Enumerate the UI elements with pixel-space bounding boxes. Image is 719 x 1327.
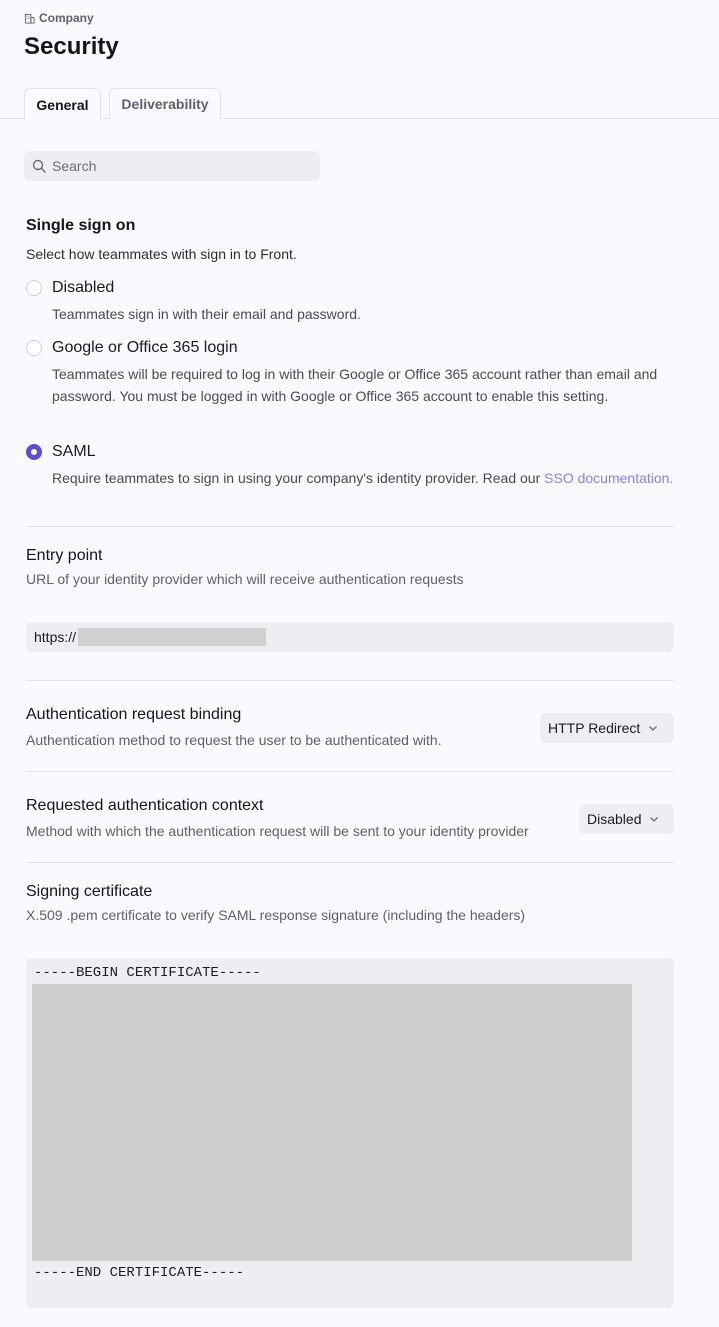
auth-context-desc: Method with which the authentication request will be sent to your identity provider xyxy=(26,823,529,839)
radio-desc-saml xyxy=(52,467,677,489)
auth-context-value: Disabled xyxy=(587,811,642,827)
tab-bar xyxy=(0,88,719,119)
divider xyxy=(26,680,674,681)
tab-general[interactable]: General xyxy=(24,88,101,120)
radio-disabled[interactable] xyxy=(26,280,42,296)
chevron-down-icon xyxy=(649,814,659,824)
radio-label-saml[interactable]: SAML xyxy=(52,443,96,460)
certificate-textarea[interactable] xyxy=(26,958,674,1308)
radio-google-office[interactable] xyxy=(26,340,42,356)
entry-point-value: https:// xyxy=(34,629,77,645)
sso-subtitle: Select how teammates with sign in to Front. xyxy=(26,246,297,262)
building-icon xyxy=(24,13,35,24)
search-input[interactable] xyxy=(52,158,302,174)
auth-context-title: Requested authentication context xyxy=(26,797,264,814)
auth-binding-select[interactable] xyxy=(540,713,674,743)
signing-cert-desc: X.509 .pem certificate to verify SAML response signature (including the headers) xyxy=(26,907,526,923)
radio-label-google-office[interactable]: Google or Office 365 login xyxy=(52,339,238,356)
saml-desc-text: Require teammates to sign in using your company's identity provider. Read our xyxy=(52,470,545,486)
radio-saml[interactable] xyxy=(26,444,42,460)
breadcrumb-label[interactable]: Company xyxy=(39,11,94,25)
auth-binding-title: Authentication request binding xyxy=(26,706,242,723)
tab-deliverability[interactable]: Deliverability xyxy=(109,88,221,119)
cert-begin-line: -----BEGIN CERTIFICATE----- xyxy=(34,965,261,981)
sso-documentation-link[interactable]: SSO documentation. xyxy=(544,470,674,486)
auth-binding-desc: Authentication method to request the user to be authenticated with. xyxy=(26,732,442,748)
radio-label-disabled[interactable]: Disabled xyxy=(52,279,115,296)
cert-end-line: -----END CERTIFICATE----- xyxy=(34,1265,245,1281)
entry-point-desc: URL of your identity provider which will receive authentication requests xyxy=(26,571,464,587)
radio-desc-google-office: Teammates will be required to log in with their Google or Office 365 account rather than email and password. You must be logged in with Google or Office 365 account to enable this setting. xyxy=(52,366,658,404)
page-title: Security xyxy=(24,33,119,60)
redacted-block xyxy=(32,984,632,1261)
radio-desc-disabled: Teammates sign in with their email and password. xyxy=(52,306,361,322)
divider xyxy=(26,771,674,772)
search-box[interactable] xyxy=(24,151,320,181)
divider xyxy=(26,526,674,527)
auth-context-select[interactable] xyxy=(579,804,674,834)
entry-point-title: Entry point xyxy=(26,547,103,564)
sso-title: Single sign on xyxy=(26,217,136,234)
auth-binding-value: HTTP Redirect xyxy=(548,720,641,736)
search-icon xyxy=(32,159,46,173)
breadcrumb[interactable] xyxy=(24,11,94,25)
entry-point-input[interactable] xyxy=(26,622,674,652)
signing-cert-title: Signing certificate xyxy=(26,883,153,900)
chevron-down-icon xyxy=(648,723,658,733)
redacted-block xyxy=(78,628,266,646)
divider xyxy=(26,862,674,863)
